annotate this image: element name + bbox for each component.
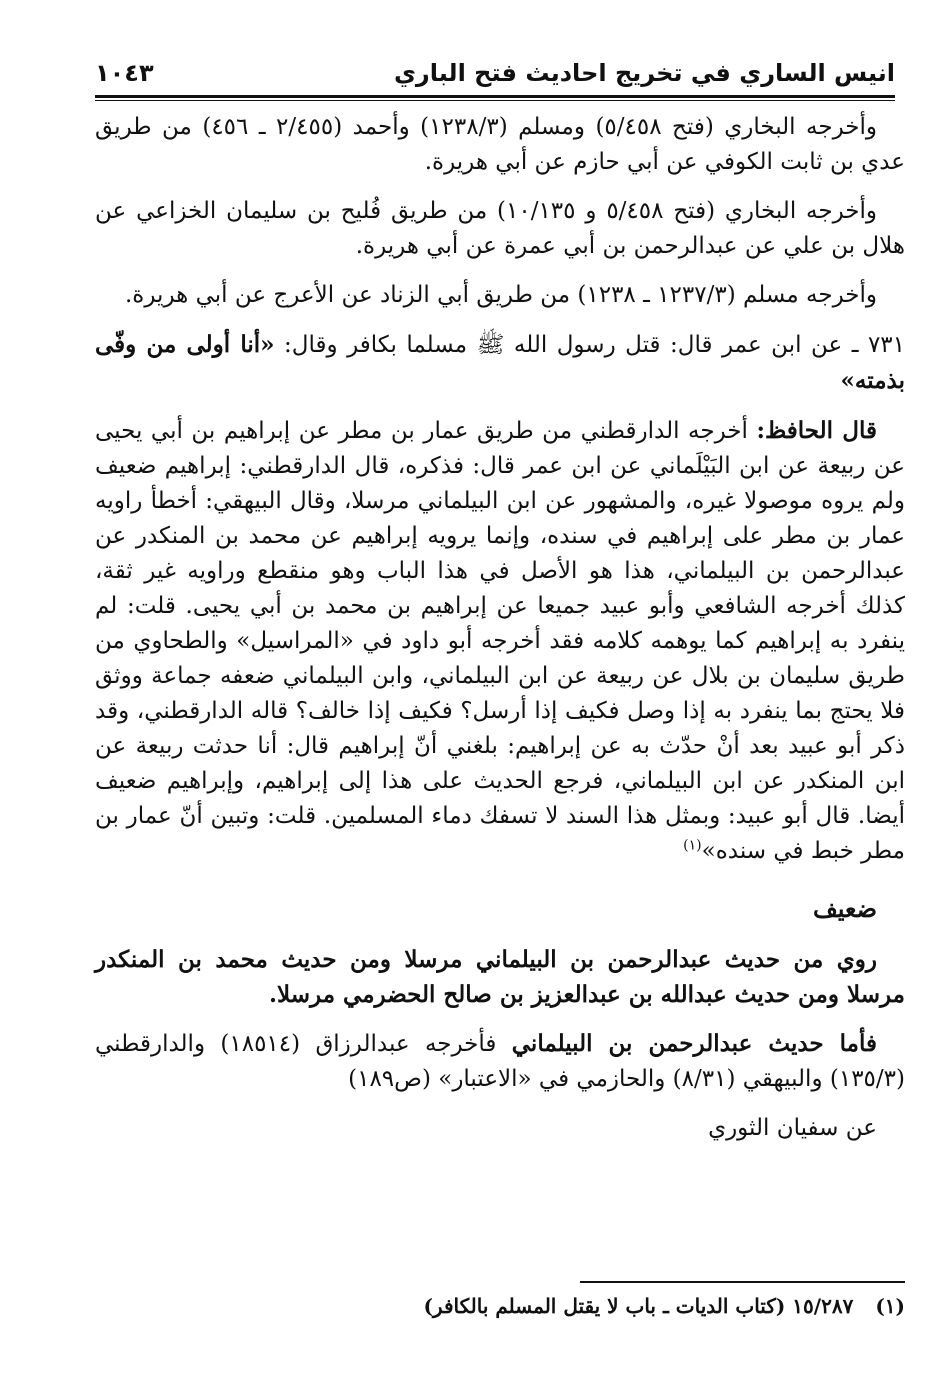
grade-label: ضعيف	[812, 894, 877, 923]
page-number: ١٠٤٣	[95, 59, 154, 87]
footnote-ref: (١)	[683, 837, 702, 854]
running-title: انيس الساري في تخريج احاديث فتح الباري	[393, 59, 895, 87]
page-header	[95, 56, 895, 92]
hadith-731	[95, 327, 905, 399]
footnote-rule	[580, 1281, 905, 1283]
baylamani-lead: فأما حديث عبدالرحمن بن البيلماني	[511, 1030, 877, 1057]
paragraph-baylamani	[95, 1026, 905, 1097]
hadith-intro: عن ابن عمر قال: قتل رسول الله ﷺ مسلما بكافر وقال:	[284, 332, 843, 358]
footnote	[95, 1291, 905, 1321]
hafiz-commentary	[95, 413, 905, 869]
header-rule	[95, 95, 895, 98]
footnote-text: ١٥/٢٨٧ (كتاب الديات ـ باب لا يقتل المسلم بالكافر)	[423, 1294, 854, 1318]
baylamani-rest: فأخرجه عبدالرزاق (١٨٥١٤) والدارقطني (١٣٥/٣) والبيهقي (٨/٣١) والحازمي في «الاعتبار» (ص١٨٩)	[95, 1031, 905, 1092]
paragraph-narrations: روي من حديث عبدالرحمن بن البيلماني مرسلا ومن حديث محمد بن المنكدر مرسلا ومن حديث عبدالله بن عبدالعزيز بن صالح الحضرمي مرسلا.	[95, 946, 905, 1008]
header-rule-thin	[95, 100, 895, 101]
paragraph-bukhari-fulayh: وأخرجه البخاري (فتح ٥/٤٥٨ و ١٠/١٣٥) من طريق فُليح بن سليمان الخزاعي عن هلال بن علي عن عبدالرحمن بن أبي عمرة عن أبي هريرة.	[95, 198, 905, 259]
hadith-quote: «أنا أولى من وفّى بذمته»	[95, 331, 905, 394]
hafiz-text: أخرجه الدارقطني من طريق عمار بن مطر عن إبراهيم بن أبي يحيى عن ربيعة عن ابن البَيْلَماني عن ابن عمر قال: فذكره، قال الدارقطني: إبراهيم ضعيف ولم يروه موصولا غيره، والمشهور عن ابن البيلماني مرسلا، وقال البيهقي: أخطأ راويه عمار بن مطر على إبراهيم في سنده، وإنما يرويه إبراهيم عن محمد بن المنكدر عن عبدالرحمن بن البيلماني، هذا هو الأصل في هذا الباب وهو منقطع وراويه غير ثقة، كذلك أخرجه الشافعي وأبو عبيد جميعا عن إبراهيم بن محمد بن أبي يحيى. قلت: لم ينفرد به إبراهيم كما يوهمه كلامه فقد أخرجه أبو داود في «المراسيل» والطحاوي من طريق سليمان بن بلال عن ربيعة عن ابن البيلماني، وابن البيلماني ضعفه جماعة ووثق فلا يحتج بما ينفرد به إذا وصل فكيف إذا أرسل؟ فكيف إذا خالف؟ قاله الدارقطني، وقد ذكر أبو عبيد بعد أنْ حدّث به عن إبراهيم: بلغني أنّ إبراهيم قال: أنا حدثت ربيعة عن ابن المنكدر عن ابن البيلماني، فرجع الحديث على هذا إلى إبراهيم، وإبراهيم ضعيف أيضا. قال أبو عبيد: وبمثل هذا السند لا تسفك دماء المسلمين. قلت: وتبين أنّ عمار بن مطر خبط في سنده»	[95, 418, 905, 864]
footnote-mark: (١)	[875, 1294, 905, 1318]
paragraph-muslim-abizinad: وأخرجه مسلم (١٢٣٧/٣ ـ ١٢٣٨) من طريق أبي الزناد عن الأعرج عن أبي هريرة.	[125, 282, 877, 308]
hafiz-label: قال الحافظ:	[756, 417, 878, 444]
hadith-number: ٧٣١ ـ	[851, 332, 905, 358]
paragraph-bukhari-muslim: وأخرجه البخاري (فتح ٥/٤٥٨) ومسلم (١٢٣٨/٣) وأحمد (٢/٤٥٥ ـ ٤٥٦) من طريق عدي بن ثابت الكوفي عن أبي حازم عن أبي هريرة.	[95, 114, 905, 175]
paragraph-thawri: عن سفيان الثوري	[708, 1115, 877, 1141]
main-text	[95, 110, 905, 1160]
